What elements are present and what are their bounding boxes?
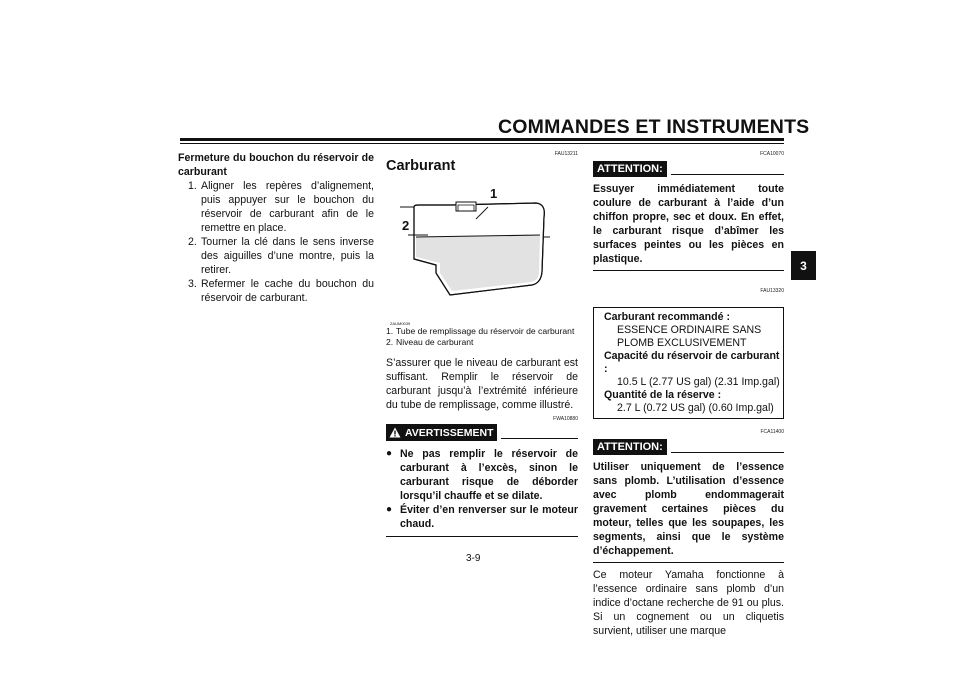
- figure-caption: 2. Niveau de carburant: [386, 337, 474, 347]
- page-header-title: COMMANDES ET INSTRUMENTS: [498, 116, 810, 138]
- attention-end-rule: [593, 270, 784, 271]
- chapter-tab: 3: [791, 251, 816, 280]
- warning-bullet: ● Éviter d’en renverser sur le moteur chaud.: [386, 504, 578, 530]
- spec-box-code: FAU13320: [760, 288, 784, 294]
- fuel-tank-drawing: [386, 177, 578, 325]
- attention-banner: [593, 160, 784, 177]
- octane-paragraph: Ce moteur Yamaha fonctionne à l’essence ordinaire sans plomb d’un indice d’octane recherche de 91 ou plus. Si un cognement ou un cliquetis survient, utiliser une marque: [593, 569, 784, 637]
- section-code: FAU13211: [554, 151, 578, 157]
- warning-icon: [389, 427, 401, 438]
- callout-2: 2: [402, 218, 410, 233]
- warning-end-rule: [386, 536, 578, 537]
- column-fuel-cap-closing: [178, 151, 374, 305]
- attention-code: FCA11400: [760, 429, 784, 435]
- step-item: 1. Aligner les repères d’alignement, puis appuyer sur le bouchon du réservoir de carburant afin de le remettre en place.: [188, 180, 374, 234]
- warning-banner: [386, 424, 578, 441]
- section-title: Carburant: [386, 158, 456, 174]
- figure-caption: 1. Tube de remplissage du réservoir de carburant: [386, 326, 575, 336]
- fuel-paragraph: S’assurer que le niveau de carburant est suffisant. Remplir le réservoir de carburant jusqu’à l’extrémité inférieure du tube de remplissage, comme illustré.: [386, 357, 578, 411]
- attention-text: Essuyer immédiatement toute coulure de carburant à l’aide d’un chiffon propre, sec et doux. En effet, le carburant risque d’abîmer les surfaces peintes ou les pièces en plastique.: [593, 183, 784, 265]
- attention-banner: [593, 438, 784, 455]
- header-rule-thin: [180, 143, 784, 144]
- warning-list: [386, 447, 578, 531]
- warning-badge: AVERTISSEMENT: [386, 424, 497, 441]
- attention-code: FCA10070: [760, 151, 784, 157]
- fuel-spec-box: Carburant recommandé : ESSENCE ORDINAIRE SANS PLOMB EXCLUSIVEMENT Capacité du réservoir de carburant : 10.5 L (2.77 US gal) (2.31 Imp.gal) Quantité de la réserve : 2.7 L (0.72 US gal) (0.60 Imp.gal): [593, 307, 784, 419]
- header-rule: [180, 138, 784, 141]
- page-number: 3-9: [466, 553, 481, 564]
- step-item: 3. Refermer le cache du bouchon du réservoir de carburant.: [188, 278, 374, 304]
- callout-1: 1: [490, 186, 498, 201]
- attention-text: Utiliser uniquement de l’essence sans plomb. L’utilisation d’essence avec plomb endommagerait gravement certaines pièces du moteur, telles que les soupapes, les segments, ainsi que le système d’échappement.: [593, 461, 784, 557]
- attention-badge: ATTENTION:: [593, 161, 667, 177]
- fuel-tank-illustration: [386, 177, 578, 325]
- column-fuel: [386, 151, 578, 537]
- column-fuel-attention: [593, 151, 784, 638]
- step-item: 2. Tourner la clé dans le sens inverse des aiguilles d’une montre, puis la retirer.: [188, 236, 374, 276]
- figure-code: ZAUM0039: [390, 321, 411, 326]
- warning-code: FWA10880: [553, 416, 578, 422]
- section-heading: Fermeture du bouchon du réservoir de carburant: [178, 152, 374, 178]
- attention-end-rule: [593, 562, 784, 563]
- warning-bullet: ● Ne pas remplir le réservoir de carburant à l’excès, sinon le carburant risque de déborder lorsqu’il chauffe et se dilate.: [386, 448, 578, 502]
- attention-badge: ATTENTION:: [593, 439, 667, 455]
